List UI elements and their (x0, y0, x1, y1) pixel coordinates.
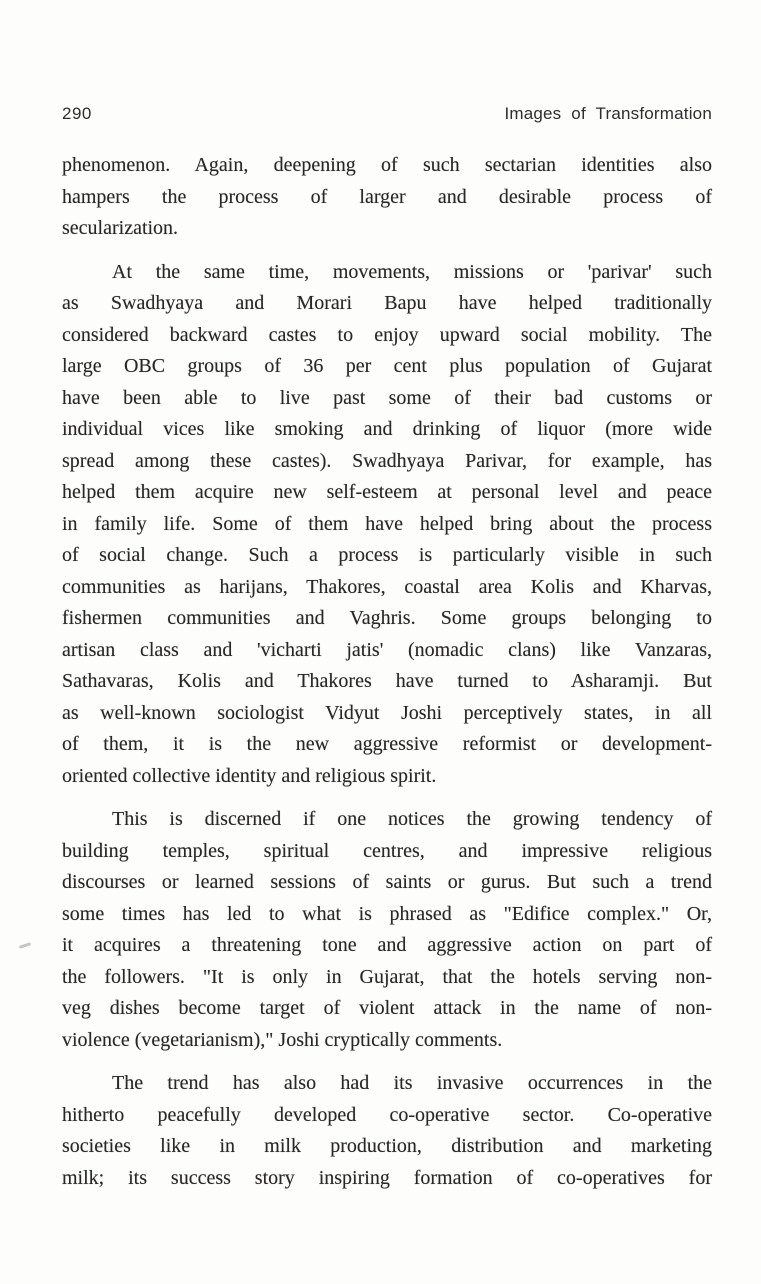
text-line: phenomenon. Again, deepening of such sectarian identities also (62, 154, 712, 176)
text-line: spread among these castes). Swadhyaya Parivar, for example, has (62, 449, 712, 472)
text-line: At the same time, movements, missions or 'parivar' such (112, 260, 712, 283)
text-line: it acquires a threatening tone and aggressive action on part of (62, 934, 712, 956)
paragraph (62, 804, 712, 1056)
text-line: oriented collective identity and religious spirit. (62, 764, 437, 787)
text-line: large OBC groups of 36 per cent plus population of Gujarat (62, 355, 712, 377)
text-line: individual vices like smoking and drinking of liquor (more wide (62, 418, 712, 440)
page-body (62, 150, 712, 1206)
text-line: veg dishes become target of violent attack in the name of non- (62, 997, 712, 1019)
text-line: have been able to live past some of their bad customs or (62, 386, 712, 409)
text-line: The trend has also had its invasive occurrences in the (112, 1072, 712, 1094)
page-number: 290 (62, 104, 92, 123)
text-line: of social change. Such a process is particularly visible in such (62, 544, 712, 566)
text-line: discourses or learned sessions of saints or gurus. But such a trend (62, 871, 712, 893)
text-line: in family life. Some of them have helped bring about the process (62, 512, 712, 535)
running-title: Images of Transformation (504, 104, 712, 123)
page-header (62, 104, 712, 124)
text-line: helped them acquire new self-esteem at personal level and peace (62, 481, 712, 503)
text-line: building temples, spiritual centres, and impressive religious (62, 839, 712, 862)
text-line: secularization. (62, 217, 179, 239)
text-line: Sathavaras, Kolis and Thakores have turned to Asharamji. But (62, 670, 712, 692)
text-line: milk; its success story inspiring formation of co-operatives for (62, 1166, 712, 1189)
text-line: of them, it is the new aggressive reformist or development- (62, 733, 712, 755)
text-line: communities as harijans, Thakores, coastal area Kolis and Kharvas, (62, 575, 712, 598)
paragraph (62, 1068, 712, 1194)
text-line: violence (vegetarianism)," Joshi cryptically comments. (62, 1028, 503, 1051)
text-line: This is discerned if one notices the growing tendency of (112, 808, 712, 830)
text-line: the followers. "It is only in Gujarat, that the hotels serving non- (62, 965, 712, 988)
text-line: as Swadhyaya and Morari Bapu have helped traditionally (62, 292, 712, 314)
text-line: fishermen communities and Vaghris. Some groups belonging to (62, 607, 712, 629)
text-line: as well-known sociologist Vidyut Joshi perceptively states, in all (62, 701, 712, 724)
text-line: considered backward castes to enjoy upward social mobility. The (62, 323, 712, 346)
text-line: some times has led to what is phrased as "Edifice complex." Or, (62, 902, 712, 925)
paragraph (62, 150, 712, 245)
text-line: societies like in milk production, distribution and marketing (62, 1135, 712, 1157)
paragraph (62, 257, 712, 793)
margin-pencil-mark (19, 942, 31, 949)
text-line: hitherto peacefully developed co-operative sector. Co-operative (62, 1103, 712, 1126)
text-line: hampers the process of larger and desirable process of (62, 185, 712, 208)
text-line: artisan class and 'vicharti jatis' (nomadic clans) like Vanzaras, (62, 638, 712, 661)
